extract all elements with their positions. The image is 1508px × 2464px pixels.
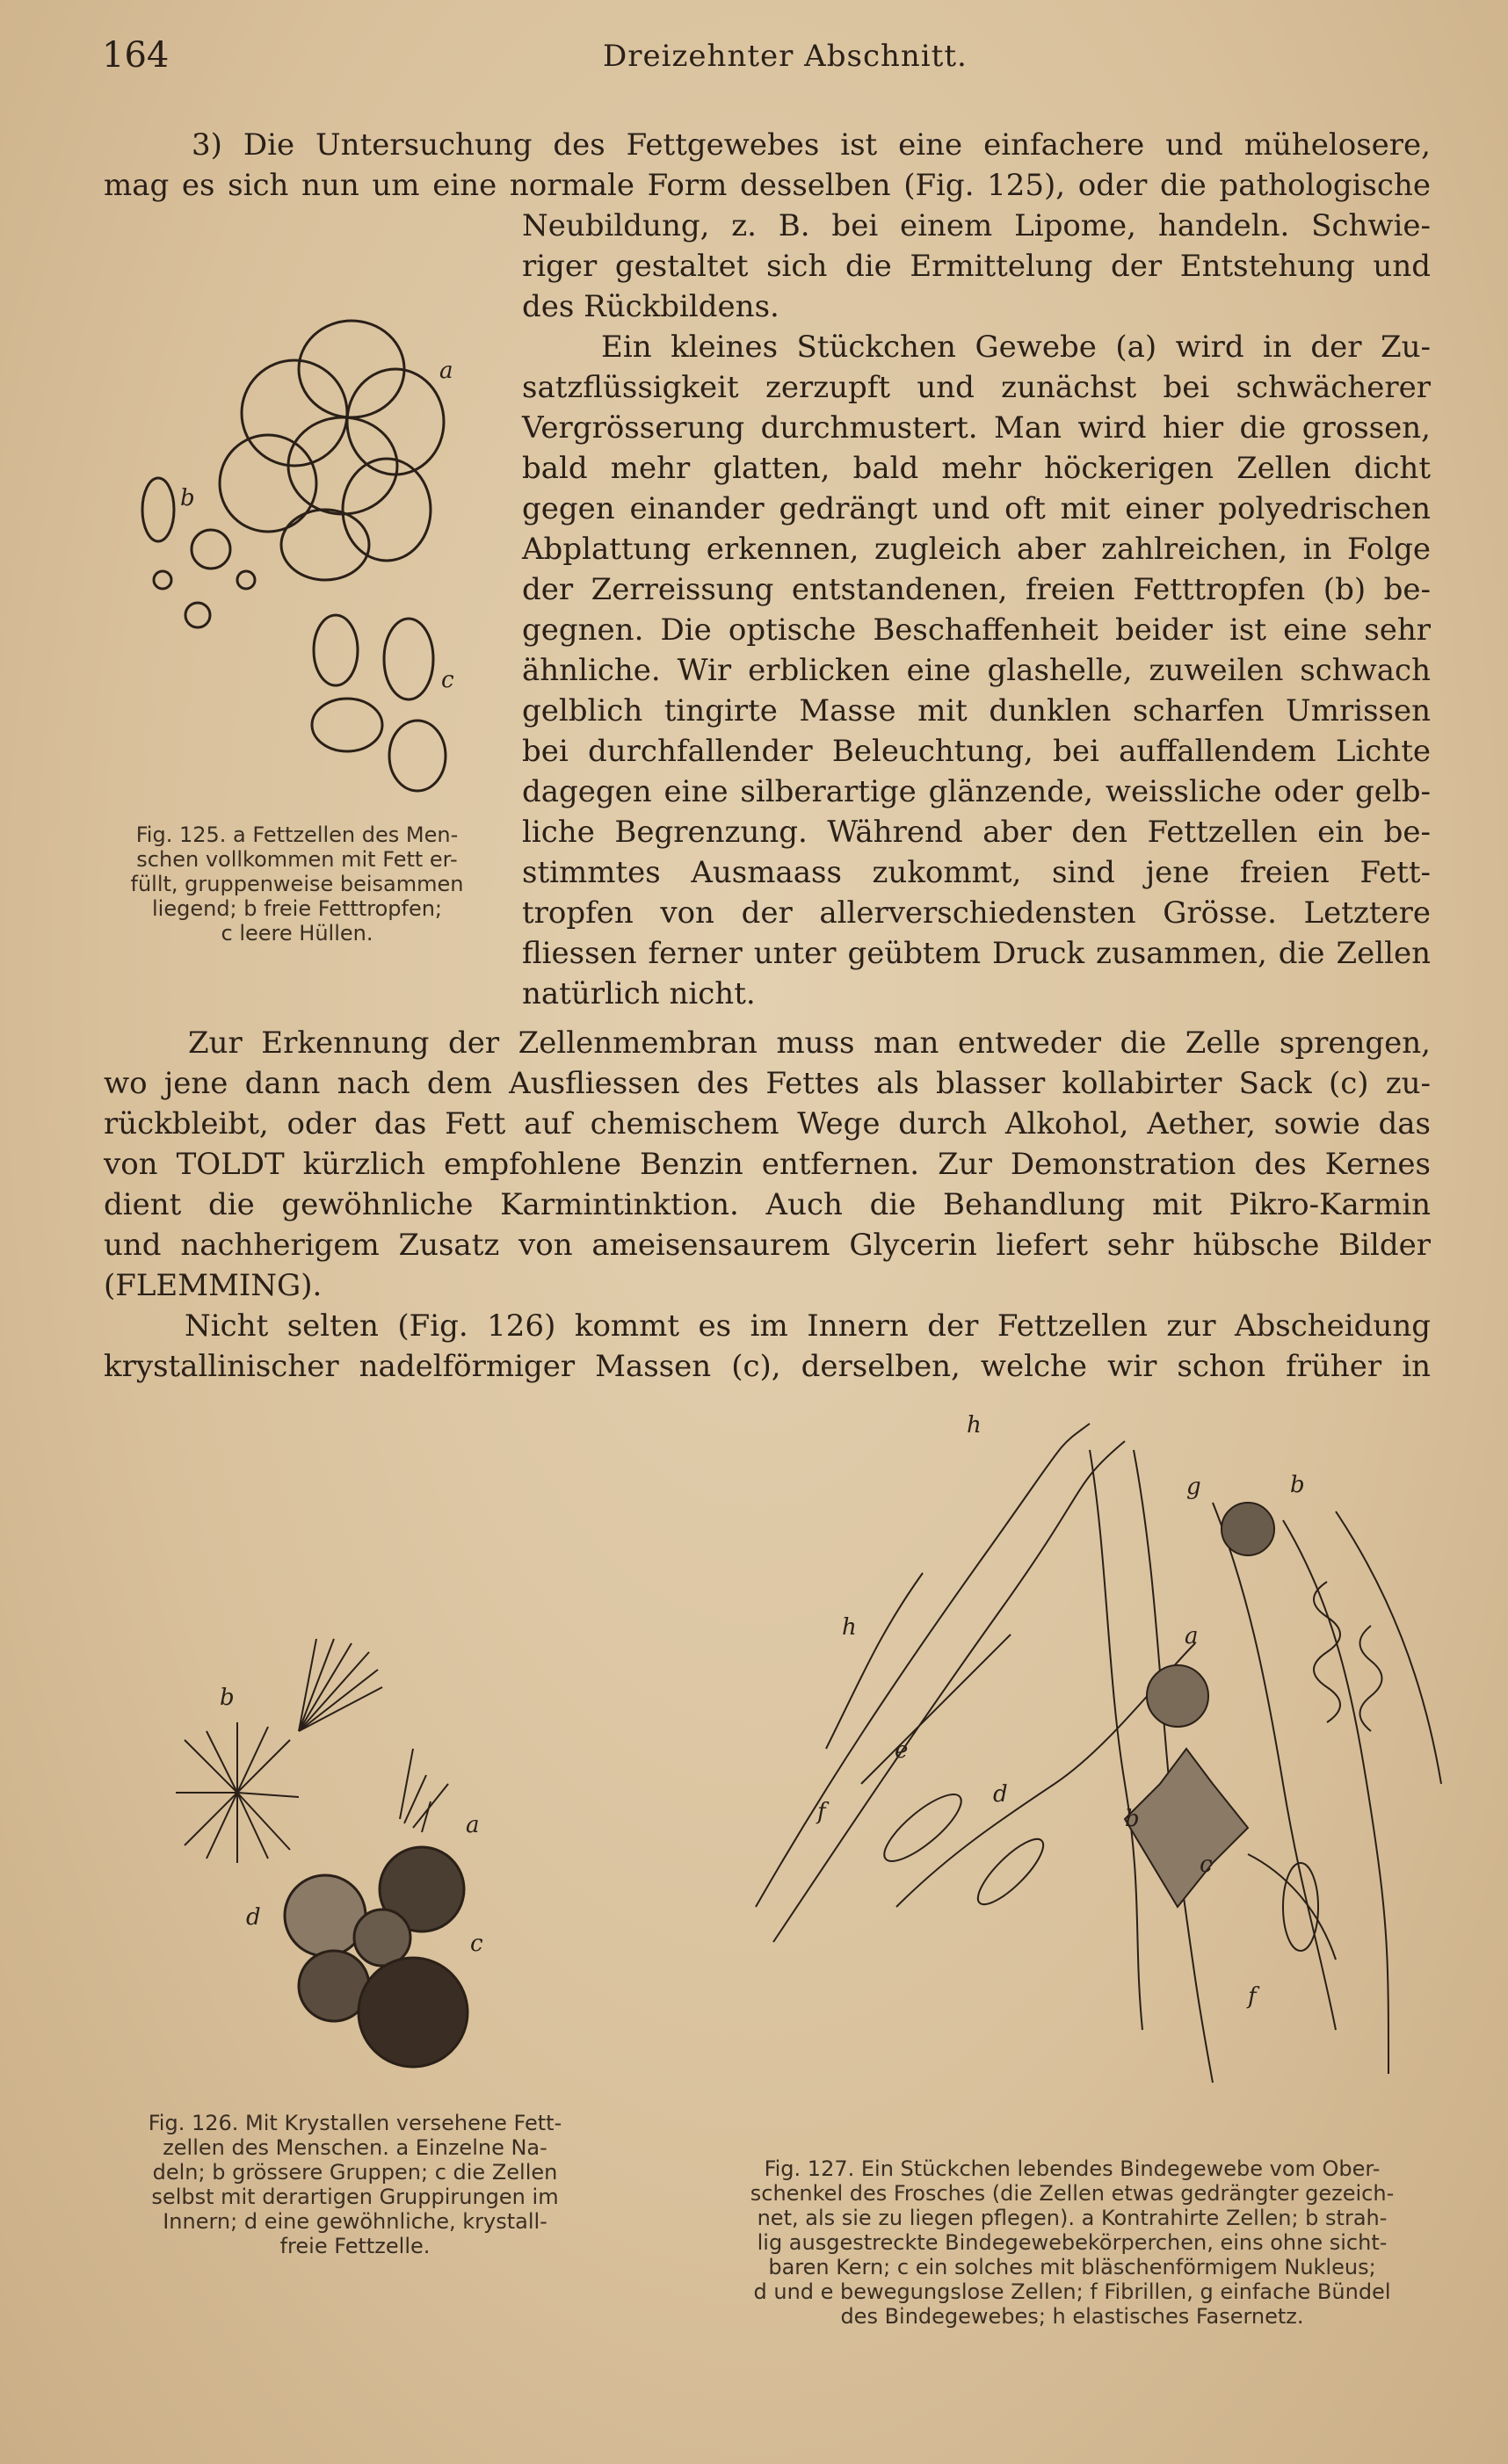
text-line: Neubildung, z. B. bei einem Lipome, handeln. Schwie- [522, 208, 1431, 243]
fig127-label-b-top: b [1290, 1472, 1305, 1498]
fig126-label-b: b [220, 1685, 235, 1711]
text-line: natürlich nicht. [522, 976, 756, 1011]
fig127-label-h: h [842, 1614, 857, 1641]
text-line: ähnliche. Wir erblicken eine glashelle, zuweilen schwach [522, 653, 1431, 688]
text-line: gegnen. Die optische Beschaffenheit beider ist eine sehr [522, 612, 1431, 648]
fig127-label-a: a [1185, 1623, 1199, 1649]
text-line: liche Begrenzung. Während aber den Fettzellen ein be- [522, 815, 1431, 850]
caption-line: baren Kern; c ein solches mit bläschenförmigem Nukleus; [768, 2255, 1376, 2279]
caption-line: Fig. 127. Ein Stückchen lebendes Bindegewebe vom Ober- [764, 2156, 1381, 2181]
paragraph-3 [104, 1023, 1431, 1306]
text-line: des Rückbildens. [522, 289, 779, 324]
caption-line: zellen des Menschen. a Einzelne Na- [163, 2135, 547, 2160]
fig126-label-a: a [466, 1812, 480, 1838]
caption-line: schen vollkommen mit Fett er- [136, 847, 458, 872]
paragraph-2 [522, 327, 1431, 1014]
fig127-label-e: e [895, 1737, 909, 1764]
text-line: bei durchfallender Beleuchtung, bei auffallendem Lichte [522, 734, 1431, 769]
caption-line: net, als sie zu liegen pflegen). a Kontrahirte Zellen; b strah- [757, 2206, 1388, 2230]
caption-line: schenkel des Frosches (die Zellen etwas gedrängter gezeich- [750, 2181, 1395, 2206]
fig126-label-d: d [246, 1904, 261, 1931]
fig127-caption [703, 2156, 1441, 2329]
paragraph-1 [104, 125, 1431, 206]
fig126-caption [118, 2111, 592, 2258]
text-line: fliessen ferner unter geübtem Druck zusammen, die Zellen [522, 936, 1431, 971]
text-line: und nachherigem Zusatz von ameisensaurem Glycerin liefert sehr hübsche Bilder [104, 1228, 1431, 1263]
text-line: Zur Erkennung der Zellenmembran muss man entweder die Zelle sprengen, [188, 1025, 1431, 1061]
paragraph-1-cont [522, 206, 1431, 327]
caption-line: freie Fettzelle. [279, 2234, 431, 2258]
caption-line: des Bindegewebes; h elastisches Fasernetz. [840, 2304, 1304, 2329]
caption-line: d und e bewegungslose Zellen; f Fibrillen, g einfache Bündel [753, 2279, 1391, 2304]
figure-127-connective-tissue [721, 1412, 1468, 2109]
text-line: Abplattung erkennen, zugleich aber zahlreichen, in Folge [522, 532, 1431, 567]
fig125-caption [104, 823, 490, 946]
text-line: der Zerreissung entstandenen, freien Fetttropfen (b) be- [522, 572, 1431, 607]
text-line: wo jene dann nach dem Ausfliessen des Fettes als blasser kollabirter Sack (c) zu- [104, 1066, 1431, 1101]
fig127-label-d: d [993, 1781, 1008, 1808]
page-number: 164 [102, 35, 170, 76]
text-line: Ein kleines Stückchen Gewebe (a) wird in der Zu- [601, 330, 1431, 365]
text-line: 3) Die Untersuchung des Fettgewebes ist eine einfachere und mühelosere, [192, 127, 1431, 163]
fig125-label-a: a [439, 358, 453, 384]
text-line: gegen einander gedrängt und oft mit einer polyedrischen [522, 491, 1431, 526]
text-line: riger gestaltet sich die Ermittelung der Entstehung und [522, 249, 1431, 284]
text-line: rückbleibt, oder das Fett auf chemischem Wege durch Alkohol, Aether, sowie das [104, 1106, 1431, 1141]
running-title: Dreizehnter Abschnitt. [603, 39, 968, 74]
figure-125-fat-cells [105, 290, 501, 791]
paragraph-4 [104, 1306, 1431, 1387]
fig127-label-c: c [1200, 1852, 1213, 1878]
text-line: (FLEMMING). [104, 1268, 323, 1303]
fig127-label-h-top: h [967, 1412, 982, 1439]
text-line: dient die gewöhnliche Karmintinktion. Auch die Behandlung mit Pikro-Karmin [104, 1187, 1431, 1222]
fig127-label-g: g [1186, 1474, 1201, 1500]
caption-line: Innern; d eine gewöhnliche, krystall- [163, 2209, 547, 2234]
caption-line: lig ausgestreckte Bindegewebekörperchen, eins ohne sicht- [757, 2230, 1388, 2255]
caption-line: Fig. 126. Mit Krystallen versehene Fett- [148, 2111, 562, 2135]
fig125-label-c: c [441, 667, 454, 693]
figure-126-crystal-fat-cells [158, 1634, 598, 2091]
text-line: stimmtes Ausmaass zukommt, sind jene freien Fett- [522, 855, 1431, 890]
text-line: mag es sich nun um eine normale Form desselben (Fig. 125), oder die pathologische [104, 168, 1431, 203]
fig127-label-f-right: f [1248, 1983, 1257, 2010]
caption-line: deln; b grössere Gruppen; c die Zellen [152, 2160, 558, 2185]
text-line: satzflüssigkeit zerzupft und zunächst bei schwächerer [522, 370, 1431, 405]
text-line: gelblich tingirte Masse mit dunklen scharfen Umrissen [522, 693, 1431, 728]
fig126-label-c: c [470, 1931, 483, 1957]
caption-line: füllt, gruppenweise beisammen [130, 872, 464, 896]
caption-line: c leere Hüllen. [221, 921, 373, 946]
text-line: bald mehr glatten, bald mehr höckerigen Zellen dicht [522, 451, 1431, 486]
text-line: von TOLDT kürzlich empfohlene Benzin entfernen. Zur Demonstration des Kernes [104, 1147, 1431, 1182]
text-line: Nicht selten (Fig. 126) kommt es im Innern der Fettzellen zur Abscheidung [185, 1308, 1431, 1344]
caption-line: selbst mit derartigen Gruppirungen im [151, 2185, 559, 2209]
text-line: krystallinischer nadelförmiger Massen (c), derselben, welche wir schon früher in [104, 1349, 1431, 1384]
fig127-label-b: b [1125, 1806, 1140, 1832]
text-line: dagegen eine silberartige glänzende, weissliche oder gelb- [522, 774, 1431, 809]
text-line: tropfen von der allerverschiedensten Grösse. Letztere [522, 895, 1431, 931]
fig127-label-f: f [817, 1799, 826, 1825]
fig125-label-b: b [180, 485, 195, 511]
text-line: Vergrösserung durchmustert. Man wird hier die grossen, [522, 410, 1431, 446]
caption-line: liegend; b freie Fetttropfen; [152, 896, 442, 921]
caption-line: Fig. 125. a Fettzellen des Men- [135, 823, 459, 847]
